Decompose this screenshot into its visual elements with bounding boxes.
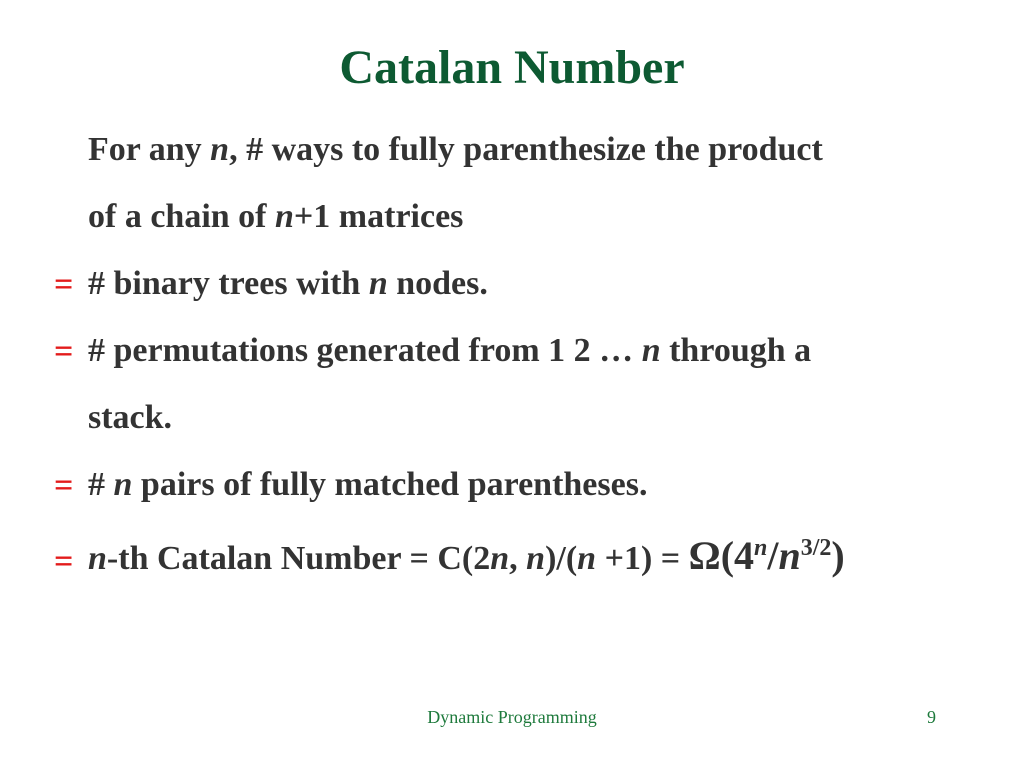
- intro-line-2: [88, 197, 463, 237]
- item-binary-trees: [88, 264, 488, 304]
- item-catalan-formula: [88, 533, 845, 579]
- equals-bullet: =: [54, 266, 74, 303]
- variable-n: n: [368, 265, 388, 302]
- slash: /: [767, 533, 779, 578]
- superscript-n: n: [754, 535, 768, 561]
- omega-bound: [689, 533, 845, 578]
- item-parentheses-text-b: pairs of fully matched parentheses.: [132, 466, 648, 503]
- variable-n: n: [526, 540, 546, 577]
- variable-n: n: [490, 540, 510, 577]
- variable-n: n: [275, 198, 294, 235]
- formula-text-b: ,: [509, 540, 527, 577]
- formula-text-d: +1) =: [596, 540, 689, 577]
- variable-n: n: [113, 466, 133, 503]
- variable-n: n: [88, 540, 107, 577]
- formula-text-a: -th Catalan Number = C(2: [106, 540, 491, 577]
- variable-n: n: [577, 540, 597, 577]
- close-paren: ): [831, 533, 845, 578]
- item-parentheses: [88, 465, 647, 505]
- equals-bullet: =: [54, 333, 74, 370]
- item-binary-trees-text-a: # binary trees with: [88, 265, 369, 302]
- intro-line-2-text-b: +1 matrices: [293, 198, 464, 235]
- intro-line-2-text-a: of a chain of: [88, 198, 275, 235]
- intro-line-1-text-b: , # ways to fully parenthesize the product: [229, 131, 823, 168]
- item-permutations: [88, 331, 811, 371]
- equals-bullet: =: [54, 543, 74, 580]
- item-permutations-text-b: through a: [660, 332, 812, 369]
- item-permutations-text-a: # permutations generated from 1 2 …: [88, 332, 642, 369]
- item-parentheses-text-a: #: [88, 466, 114, 503]
- page-number: 9: [927, 707, 936, 727]
- intro-line-1-text-a: For any: [88, 131, 211, 168]
- variable-n: n: [641, 332, 661, 369]
- equals-bullet: =: [54, 467, 74, 504]
- superscript-exponent: 3/2: [800, 535, 832, 561]
- footer-title: Dynamic Programming: [427, 707, 597, 727]
- formula-text-c: )/(: [545, 540, 578, 577]
- intro-line-1: [88, 130, 823, 170]
- omega-symbol: Ω(4: [688, 533, 755, 578]
- item-binary-trees-text-b: nodes.: [387, 265, 488, 302]
- item-permutations-continuation: stack.: [88, 399, 173, 436]
- slide-title: Catalan Number: [339, 41, 685, 94]
- variable-n: n: [778, 533, 801, 578]
- variable-n: n: [210, 131, 230, 168]
